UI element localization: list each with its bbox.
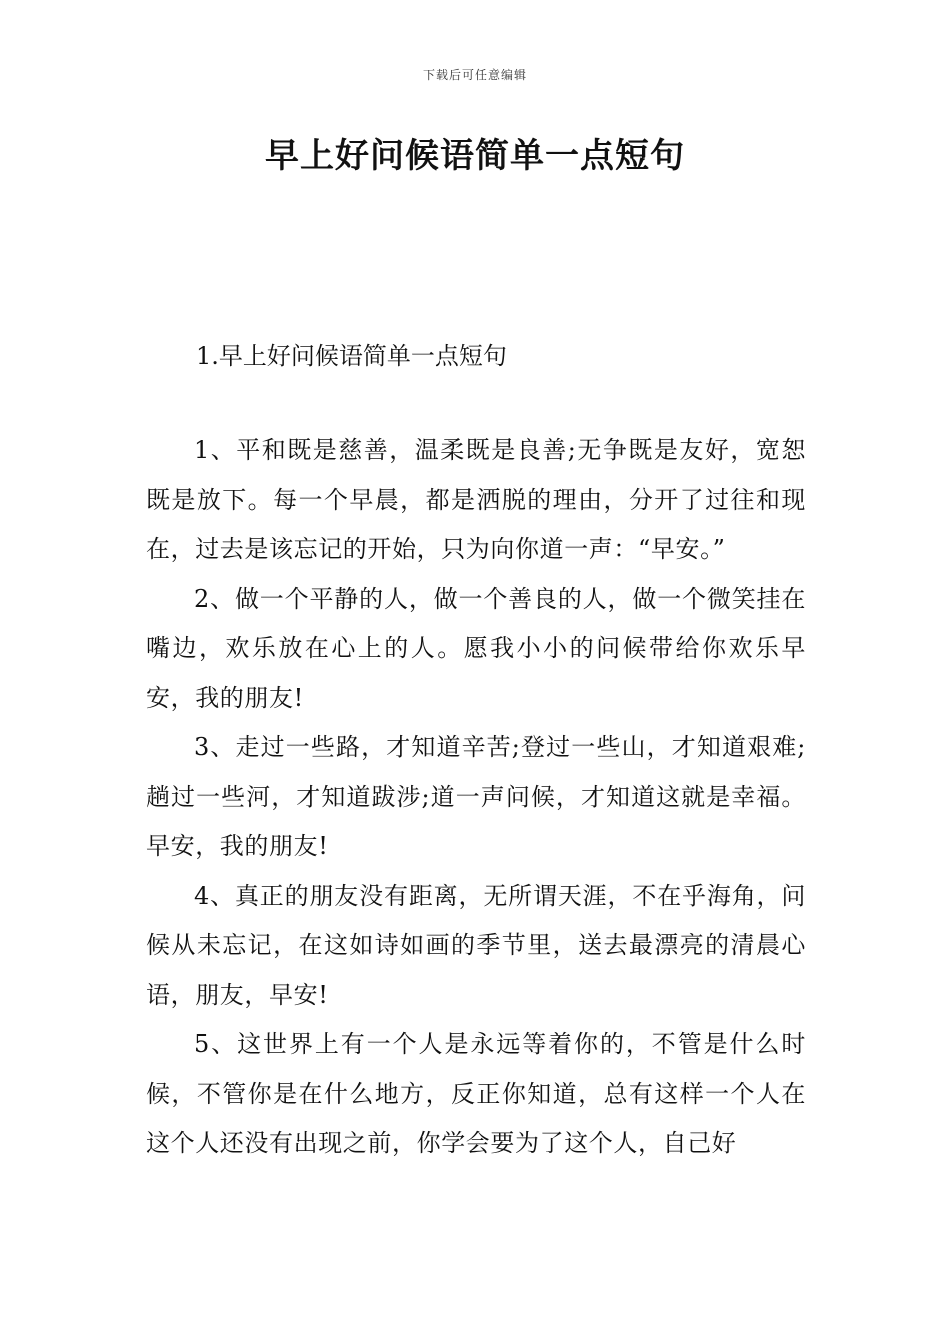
paragraph-3: 3、走过一些路，才知道辛苦;登过一些山，才知道艰难;趟过一些河，才知道跋涉;道一声问候，才知道这就是幸福。早安，我的朋友! [146, 733, 806, 860]
paragraph-1: 1、平和既是慈善，温柔既是良善;无争既是友好，宽恕既是放下。每一个早晨，都是洒脱的理由，分开了过往和现在，过去是该忘记的开始，只为向你道一声：“早安。” [146, 436, 806, 563]
paragraph-2: 2、做一个平静的人，做一个善良的人，做一个微笑挂在嘴边，欢乐放在心上的人。愿我小小的问候带给你欢乐早安，我的朋友! [146, 584, 806, 712]
paragraph-4: 4、真正的朋友没有距离，无所谓天涯，不在乎海角，问候从未忘记，在这如诗如画的季节里，送去最漂亮的清晨心语，朋友，早安! [146, 881, 806, 1009]
section-heading: 1.早上好问候语简单一点短句 [196, 342, 507, 370]
body-text [146, 426, 806, 1169]
document-title: 早上好问候语简单一点短句 [265, 136, 685, 176]
header-note: 下载后可任意编辑 [422, 68, 527, 82]
paragraph-5: 5、这世界上有一个人是永远等着你的，不管是什么时候，不管你是在什么地方，反正你知道，总有这样一个人在这个人还没有出现之前，你学会要为了这个人，自己好 [146, 1030, 806, 1157]
